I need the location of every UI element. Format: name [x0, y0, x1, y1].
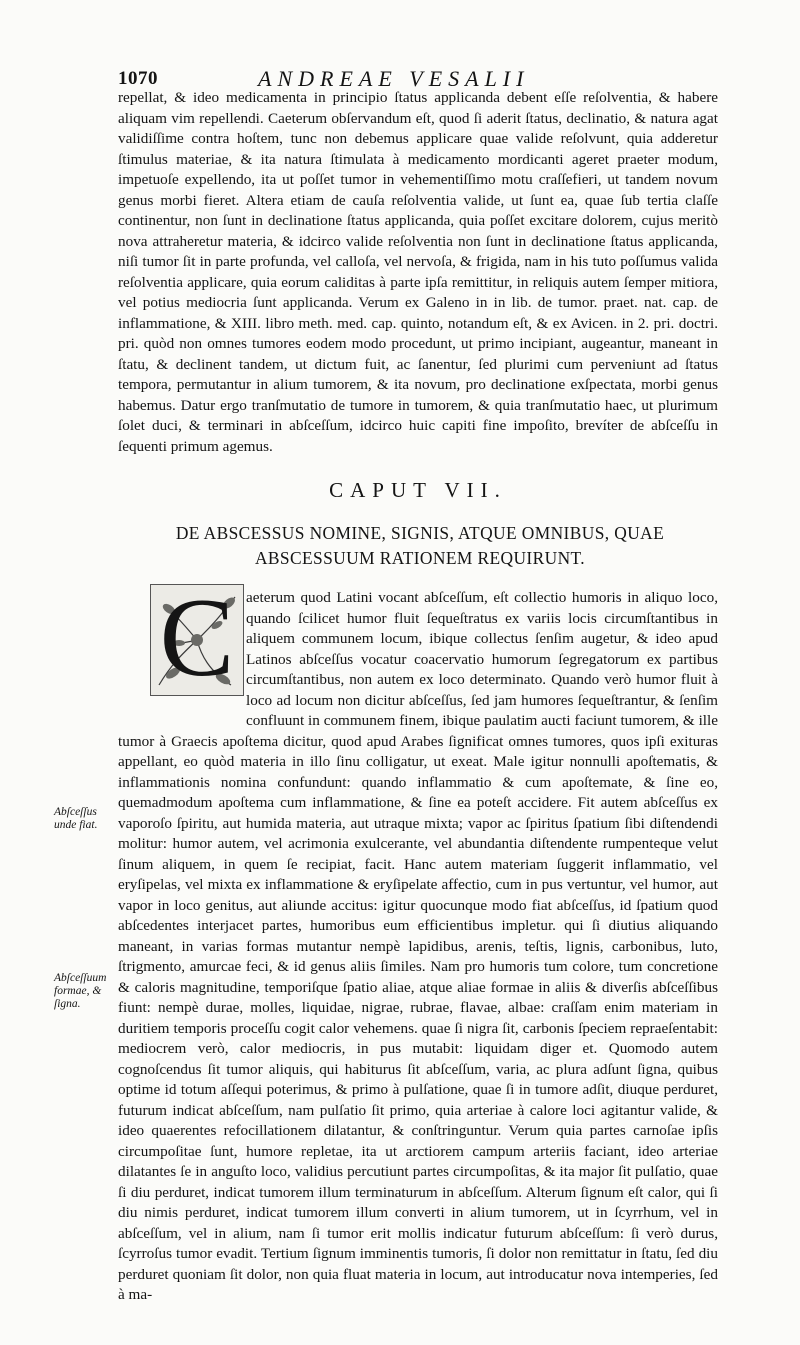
chapter-title: CAPUT VII. [329, 478, 507, 502]
drop-cap-letter: C [159, 576, 235, 700]
chapter-paragraph: aeterum quod Latini vocant abſceſſum, eſt collectio humoris in aliquo loco, quando ſcilicet humor fluit ſequeſtratus ex variis locis circumſtantibus in aliquem communem locum, ibique collectus ſenſim augetur, & ideo apud Latinos abſceſſus vocatur coacervatio humorum ſegregatorum ex partibus circumſtantibus, non autem ex loco determinato. Quando verò humor fluit à loco ad locum non dicitur abſceſſus, ſed jam humores ſequeſtrantur, & ſenſim confluunt in communem finem, ibique paulatim aucti faciunt tumorem, & ille tumor à Graecis apoſtema dicitur, quod apud Arabes ſignificat omnes tumores, quos ipſi exituras appellant, eo quòd materia in illo ſinu colligatur, ut exeat. Male igitur nonnulli apoſtematis, & inflammationis nomina confundunt: quando inflammatio & cum apoſtemate, & ſine eo, quemadmodum apoſtema cum inflammatione, & ſine ea poteſt accidere. Fit autem abſceſſus ex vaporoſo ſpiritu, aut humida materia, aut utraque mixta; vapor ac ſpiritus ſpatium ſibi diſtendendi molitur: humor autem, vel acrimonia exulcerante, vel abundantia diſtendente rumpenteque velut ſinum aliquem, in quem ſe recipiat, facit. Hanc autem materiam ſuggerit inflammatio, vel eryſipelas, vel mixta ex inflammatione & eryſipelate affectio, cum in pus vertuntur, vel humor, aut vapor in loco genitus, aut aliunde accitus: igitur quocunque modo fiat abſceſſus, id ſpatium quod abſcedentes interjacet partes, humoribus eum efficientibus impletur. qui ſi diutius aliquando maneant, in varias formas mutantur nempè lapidibus, arenis, teſtis, lignis, carbonibus, luto, ſtrigmento, amurcae feci, & id genus aliis ſimiles. Nam pro humoris tum colore, tum concretione & caloris magnitudine, temporiſque ſpatio aliae, atque aliae formae in aliis & diverſis abſceſſibus fiunt: nempè durae, molles, liquidae, nigrae, rubrae, flavae, albae: craſſam enim materiam in duritiem temporis proceſſu cogit calor vehemens. quae ſi nigra ſit, carbonis ſpeciem repraeſentabit: mediocrem verò, calor mediocris, in pus mutabit: liquidam diger et. Quomodo autem cognoſcendus ſit tumor aliquis, qui habiturus ſit abſceſſum, varia, ac plura adſunt ſigna, quibus optime id totum aſſequi poterimus, & primo à pulſatione, quae ſi in tumore adſit, diuque perduret, futurum indicat abſceſſum, nam pulſatio ſit primo, quia arteriae à calore loci agitantur valide, & ideo quaerentes refocillationem dilatantur, & conſtringuntur. Verum quia partes carnoſae ipſis circumpoſitae ſunt, humore repletae, ita ut arctiorem campum arteriis faciant, ideo arteriae dilatantes ſe in anguſto loco, validius percutiunt partes circumpoſitas, & ita major ſit pulſatio, quae ſi diu perduret, indicat tumorem illum terminaturum in abſceſſum. Alterum ſignum eſt calor, qui ſi diu nimis perduret, indicat tumorem illum converti in alium tumorem, ut in ſcyrrhum, vel in abſceſſum, vel in alium, nam ſi tumor erit mollis indicatur futurum abſceſſum: ſi verò durus, ſcyrroſus tumor evadit. Tertium ſignum imminentis tumoris, ſi dolor non remittatur in ſtatu, ſed diu perduret quoniam ſit dolor, non quia fluat materia in locum, aut introducatur nova intemperies, ſed à ma- [118, 589, 718, 1303]
margin-note: Abſceſſuum formae, & ſigna. [54, 972, 107, 1010]
chapter-body [118, 588, 718, 1306]
chapter-subtitle: DE ABSCESSUS NOMINE, SIGNIS, ATQUE OMNIBUS, QUAE ABSCESSUUM RATIONEM REQUIRUNT. [175, 523, 665, 568]
margin-note: Abſceſſus unde fiat. [54, 806, 98, 831]
paragraph-continued: repellat, & ideo medicamenta in principio ſtatus applicanda debent eſſe reſolventia, & habere aliquam vim repellendi. Caeterum obſervandum eſt, quod ſi aderit ſtatus, declinatio, & natura agat validiſſime contra hoſtem, tunc non debemus applicare quae valide reſolvunt, quia adderetur ſtimulus materiae, & ita natura ſtimulata à medicamento mordicanti ageret praeter modum, impetuoſe expellendo, ita ut poſſet tumor in vehementiſſimo motu craſſefieri, ut tandem novum genus morbi fieret. Altera etiam de cauſa reſolventia valide, ut ſunt ea, quae ſub tertia claſſe continentur, non ſunt in declinatione ſtatus applicanda, quia poſſet excitare dolorem, cujus meritò nova attraheretur materia, & idcirco valide reſolventia non ſunt in declinatione ſtatus applicanda, niſi tumor ſit in parte profunda, vel calloſa, vel nervoſa, & frigida, nam in his tuto poſſumus valida reſolventia applicare, quia eorum caliditas à parte ipſa remittitur, in reliquis autem ſemper mitiora, vel potius mediocria ſunt applicanda. Verum ex Galeno in in lib. de tumor. praet. nat. cap. de inflammatione, & XIII. libro meth. med. cap. quinto, notandum eſt, & ex Avicen. in 2. pri. doctri. pri. quòd non omnes tumores eodem modo procedunt, ut primo incipiant, augeantur, maneant in ſtatu, & declinent tandem, ut dictum fuit, ac ſanentur, ſed plurimi cum perveniunt ad ſtatus tempora, permutantur in alium tumorem, & ita novum, pro declinatione exſpectata, morbi genus habemus. Datur ergo tranſmutatio de tumore in tumorem, & quia tranſmutatio haec, ut plurimum ſolet duci, & terminari in abſceſſum, idcirco huic capiti fine impoſito, brevíter de abſceſſu in ſequenti primum agemus. [118, 89, 718, 455]
page-number: 1070 [118, 68, 158, 89]
running-head: ANDREAE VESALII [258, 66, 530, 91]
